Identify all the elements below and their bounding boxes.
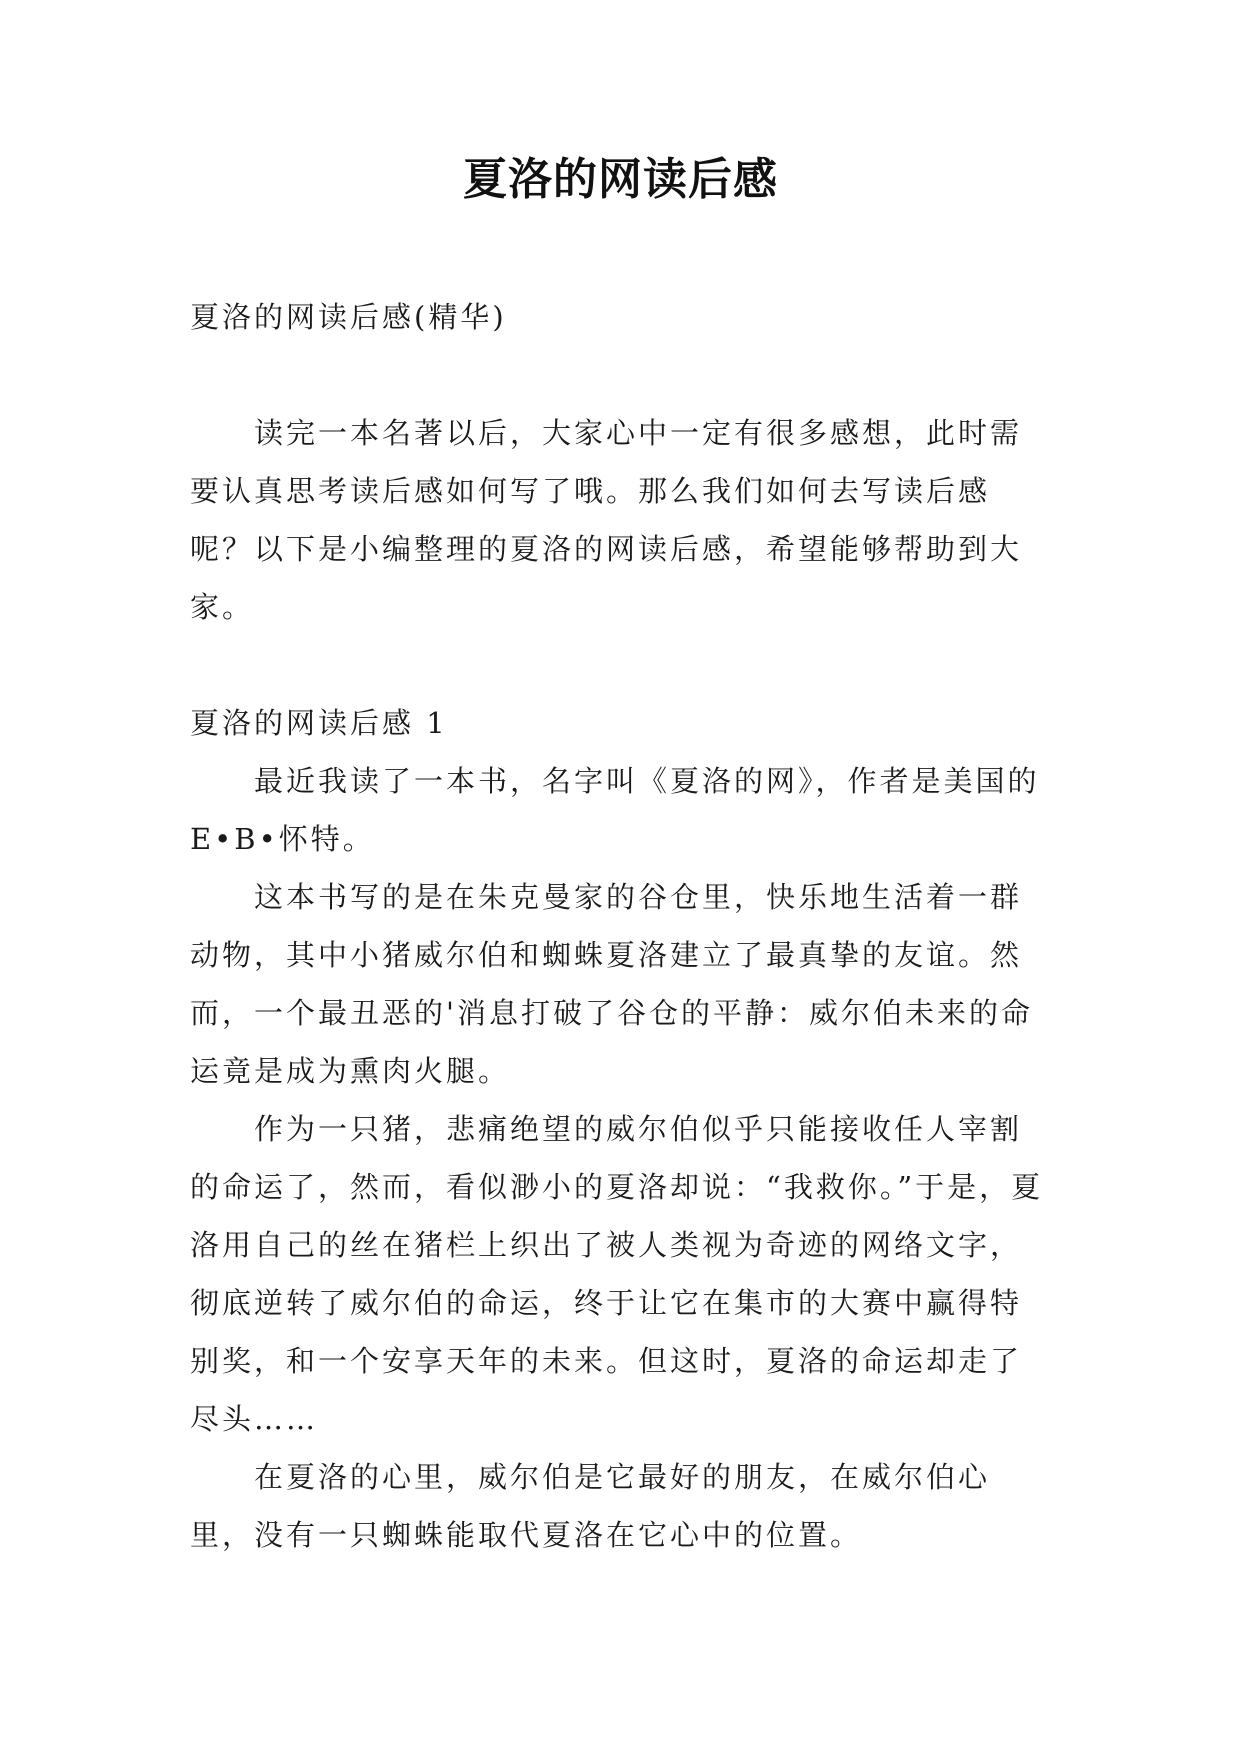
section-heading: 夏洛的网读后感 1 bbox=[190, 706, 448, 740]
document-title: 夏洛的网读后感 bbox=[463, 154, 778, 205]
paragraph: 作为一只猪，悲痛绝望的威尔伯似乎只能接收任人宰割的命运了，然而，看似渺小的夏洛却说：“我救你。”于是，夏洛用自己的丝在猪栏上织出了被人类视为奇迹的网络文字，彻底逆转了威尔伯的命运，终于让它在集市的大赛中赢得特别奖，和一个安享天年的未来。但这时，夏洛的命运却走了尽头…… bbox=[190, 1112, 1044, 1436]
document-subtitle: 夏洛的网读后感(精华) bbox=[190, 300, 507, 334]
paragraph: 在夏洛的心里，威尔伯是它最好的朋友，在威尔伯心里，没有一只蜘蛛能取代夏洛在它心中的位置。 bbox=[190, 1460, 991, 1552]
document-body bbox=[190, 288, 1050, 1564]
intro-paragraph: 读完一本名著以后，大家心中一定有很多感想，此时需要认真思考读后感如何写了哦。那么我们如何去写读后感呢？以下是小编整理的夏洛的网读后感，希望能够帮助到大家。 bbox=[190, 416, 1023, 624]
paragraph: 这本书写的是在朱克曼家的谷仓里，快乐地生活着一群动物，其中小猪威尔伯和蜘蛛夏洛建立了最真挚的友谊。然而，一个最丑恶的'消息打破了谷仓的平静：威尔伯未来的命运竟是成为熏肉火腿。 bbox=[190, 880, 1033, 1088]
paragraph: 最近我读了一本书，名字叫《夏洛的网》，作者是美国的E•B•怀特。 bbox=[190, 764, 1040, 856]
